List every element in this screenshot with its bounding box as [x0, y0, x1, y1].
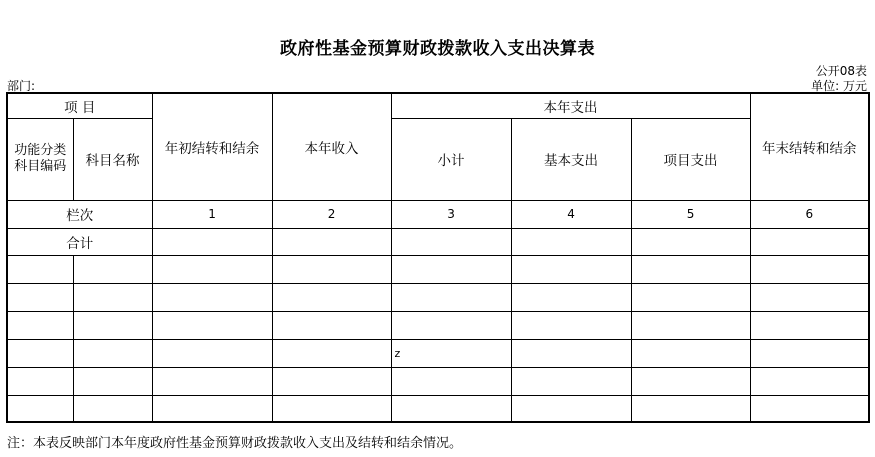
table-cell[interactable] [272, 228, 391, 255]
table-cell[interactable] [272, 311, 391, 339]
header-basic: 基本支出 [511, 118, 631, 200]
table-cell[interactable] [73, 283, 152, 311]
table-cell[interactable] [511, 367, 631, 395]
table-cell[interactable] [391, 283, 511, 311]
table-cell[interactable] [7, 283, 73, 311]
table-cell[interactable] [7, 255, 73, 283]
table-cell[interactable] [391, 395, 511, 422]
table-cell[interactable] [73, 311, 152, 339]
table-row [7, 367, 869, 395]
table-cell[interactable] [750, 228, 869, 255]
header-item: 项 目 [7, 93, 152, 118]
row-index-6: 6 [750, 200, 869, 228]
header-project: 项目支出 [631, 118, 750, 200]
table-row [7, 395, 869, 422]
table-row [7, 283, 869, 311]
row-index-5: 5 [631, 200, 750, 228]
table-cell[interactable] [73, 367, 152, 395]
unit-label: 单位: 万元 [811, 79, 867, 93]
table-cell[interactable] [511, 395, 631, 422]
row-index-4: 4 [511, 200, 631, 228]
table-cell[interactable] [7, 339, 73, 367]
header-income: 本年收入 [272, 93, 391, 200]
table-cell[interactable] [7, 367, 73, 395]
table-cell[interactable] [631, 311, 750, 339]
row-index-3: 3 [391, 200, 511, 228]
header-begin-balance: 年初结转和结余 [152, 93, 272, 200]
row-index-2: 2 [272, 200, 391, 228]
header-subtotal: 小计 [391, 118, 511, 200]
stray-mark-cell[interactable]: z [391, 339, 511, 367]
table-cell[interactable] [750, 367, 869, 395]
table-cell[interactable] [511, 228, 631, 255]
table-cell[interactable] [391, 367, 511, 395]
table-cell[interactable] [511, 311, 631, 339]
table-cell[interactable] [391, 255, 511, 283]
report-title: 政府性基金预算财政拨款收入支出决算表 [280, 39, 595, 59]
table-cell[interactable] [391, 311, 511, 339]
table-cell[interactable] [152, 395, 272, 422]
table-cell[interactable] [631, 395, 750, 422]
header-func-code: 功能分类科目编码 [7, 118, 73, 200]
header-end-balance: 年末结转和结余 [750, 93, 869, 200]
table-cell[interactable] [391, 228, 511, 255]
form-number: 公开08表 [815, 64, 867, 78]
table-cell[interactable] [272, 367, 391, 395]
table-cell[interactable] [152, 339, 272, 367]
table-cell[interactable] [272, 255, 391, 283]
table-cell[interactable] [631, 367, 750, 395]
table-cell[interactable] [750, 283, 869, 311]
table-cell[interactable] [631, 255, 750, 283]
table-cell[interactable] [272, 395, 391, 422]
table-cell[interactable] [73, 395, 152, 422]
table-cell[interactable] [272, 339, 391, 367]
budget-table [6, 92, 870, 423]
table-cell[interactable] [631, 228, 750, 255]
row-index-1: 1 [152, 200, 272, 228]
table-cell[interactable] [73, 255, 152, 283]
header-subject-name: 科目名称 [73, 118, 152, 200]
row-index-label: 栏次 [7, 200, 152, 228]
table-cell[interactable] [152, 228, 272, 255]
table-cell[interactable] [7, 311, 73, 339]
table-cell[interactable] [750, 339, 869, 367]
table-cell[interactable] [750, 311, 869, 339]
header-expense-group: 本年支出 [391, 93, 750, 118]
table-cell[interactable] [750, 395, 869, 422]
table-row [7, 311, 869, 339]
table-row [7, 255, 869, 283]
table-cell[interactable] [631, 339, 750, 367]
table-row [7, 339, 869, 367]
footnote: 注：本表反映部门本年度政府性基金预算财政拨款收入支出及结转和结余情况。 [7, 436, 463, 451]
table-cell[interactable] [152, 283, 272, 311]
table-cell[interactable] [272, 283, 391, 311]
department-label: 部门: [7, 79, 36, 93]
table-cell[interactable] [152, 367, 272, 395]
table-cell[interactable] [631, 283, 750, 311]
table-cell[interactable] [152, 311, 272, 339]
table-cell[interactable] [511, 283, 631, 311]
table-cell[interactable] [152, 255, 272, 283]
table-cell[interactable] [7, 395, 73, 422]
table-cell[interactable] [73, 339, 152, 367]
table-cell[interactable] [511, 339, 631, 367]
table-cell[interactable] [511, 255, 631, 283]
table-cell[interactable] [750, 255, 869, 283]
total-label: 合计 [7, 228, 152, 255]
